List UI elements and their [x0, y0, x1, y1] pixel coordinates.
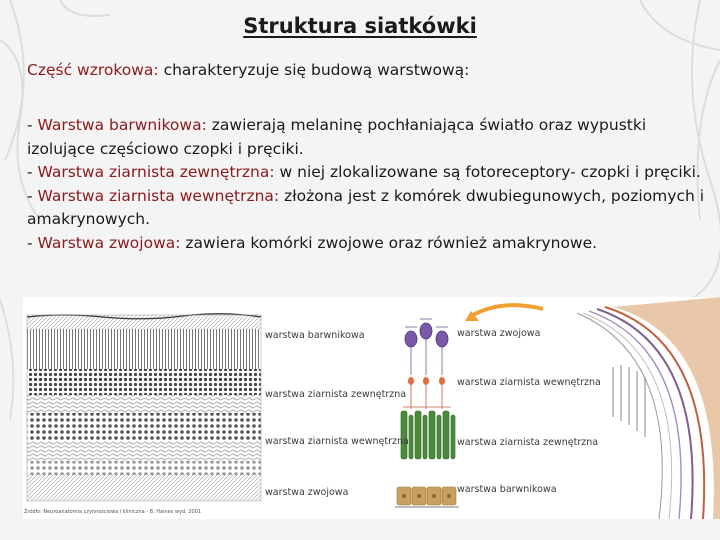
eye-wall-curve [577, 297, 720, 519]
histology-section [27, 314, 261, 501]
layer-dash: - [27, 116, 38, 134]
layer-dash: - [27, 233, 38, 252]
layer-item [27, 185, 707, 232]
layer-term: Warstwa barwnikowa: [37, 116, 207, 134]
retina-illustration [23, 297, 720, 519]
layer-term: Warstwa ziarnista zewnętrzna: [37, 163, 275, 181]
retina-figure [23, 297, 720, 519]
layer-text: zawierają melaninę pochłaniająca światło oraz wypustki izolujące częściowo czopki i pręciki. [27, 116, 647, 158]
label-ganglion-left: warstwa zwojowa [265, 487, 349, 498]
label-pigment-layer-right: warstwa barwnikowa [457, 484, 557, 495]
layers-list [27, 114, 707, 255]
label-pigment-layer-left: warstwa barwnikowa [265, 330, 365, 341]
intro-line [27, 61, 707, 79]
intro-text: charakteryzuje się budową warstwową: [158, 61, 470, 79]
label-ganglion-right: warstwa zwojowa [457, 328, 541, 339]
layer-item [27, 161, 707, 185]
layer-dash: - [27, 163, 38, 181]
layer-dash: - [27, 186, 38, 205]
layer-item [27, 232, 707, 256]
layer-text: złożona jest z komórek dwubiegunowych, poziomych i amakrynowych. [27, 186, 705, 228]
label-inner-nuclear-right: warstwa ziarnista wewnętrzna [457, 377, 601, 388]
layer-text: w niej zlokalizowane są fotoreceptory- czopki i pręciki. [274, 163, 701, 181]
layer-item [27, 114, 707, 161]
slide-title: Struktura siatkówki [243, 14, 477, 38]
layer-term: Warstwa zwojowa: [37, 233, 181, 252]
intro-term: Część wzrokowa: [27, 61, 159, 79]
figure-source: Źródło: Neuroanatomia czynnościowa i kliniczna - B. Haines wyd. 2001 [24, 509, 202, 515]
label-outer-nuclear-left: warstwa ziarnista zewnętrzna [265, 389, 407, 400]
label-outer-nuclear-right: warstwa ziarnista zewnętrzna [457, 437, 599, 448]
layer-text: zawiera komórki zwojowe oraz również amakrynowe. [180, 233, 598, 252]
label-inner-nuclear-left: warstwa ziarnista wewnętrzna [265, 436, 409, 447]
layer-term: Warstwa ziarnista wewnętrzna: [37, 186, 280, 205]
